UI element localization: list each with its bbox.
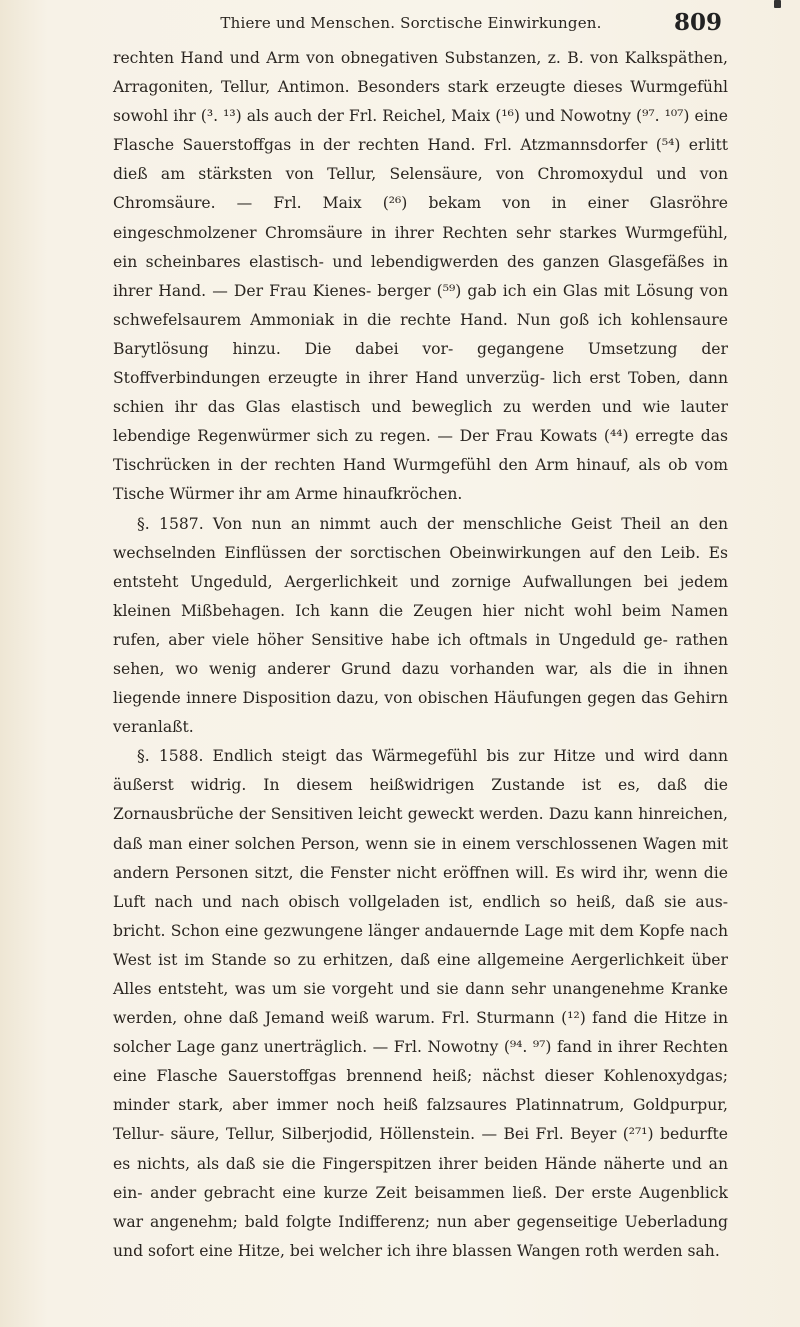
page-number: 809	[673, 9, 722, 36]
paragraph-1587: §. 1587. Von nun an nimmt auch der menschliche Geist Theil an den wechselnden Einflüssen der sorctischen Obeinwirkungen auf den Leib. Es entsteht Ungeduld, Aergerlichkeit und zornige Aufwallungen bei jedem kleinen Mißbehagen. Ich kann die Zeugen hier nicht wohl beim Namen rufen, aber viele höher Sensitive habe ich oftmals in Ungeduld ge- rathen sehen, wo wenig anderer Grund dazu vorhanden war, als die in ihnen liegende innere Disposition dazu, von obischen Häufungen gegen das Gehirn veranlaßt.	[113, 514, 728, 737]
paragraph-continuation: rechten Hand und Arm von obnegativen Substanzen, z. B. von Kalkspäthen, Arragoniten, Tellur, Antimon. Besonders stark erzeugte dieses Wurmgefühl sowohl ihr (³. ¹³) als auch der Frl. Reichel, Maix (¹⁶) und Nowotny (⁹⁷. ¹⁰⁷) eine Flasche Sauerstoffgas in der rechten Hand. Frl. Atzmannsdorfer (⁵⁴) erlitt dieß am stärksten von Tellur, Selensäure, von Chromoxydul und von Chromsäure. — Frl. Maix (²⁶) bekam von in einer Glasröhre eingeschmolzener Chromsäure in ihrer Rechten sehr starkes Wurmgefühl, ein scheinbares elastisch- und lebendigwerden des ganzen Glasgefäßes in ihrer Hand. — Der Frau Kienes- berger (⁵⁹) gab ich ein Glas mit Lösung von schwefelsaurem Ammoniak in die rechte Hand. Nun goß ich kohlensaure Barytlösung hinzu. Die dabei vor- gegangene Umsetzung der Stoffverbindungen erzeugte in ihrer Hand unverzüg- lich erst Toben, dann schien ihr das Glas elastisch und beweglich zu werden und wie lauter lebendige Regenwürmer sich zu regen. — Der Frau Kowats (⁴⁴) erregte das Tischrücken in der rechten Hand Wurmgefühl den Arm hinauf, als ob vom Tische Würmer ihr am Arme hinaufkröchen.	[113, 49, 728, 504]
page-corner-mark	[774, 0, 781, 8]
body-text	[113, 44, 728, 1266]
page-header	[100, 6, 722, 36]
paragraph-1588: §. 1588. Endlich steigt das Wärmegefühl bis zur Hitze und wird dann äußerst widrig. In diesem heißwidrigen Zustande ist es, daß die Zornausbrüche der Sensitiven leicht geweckt werden. Dazu kann hinreichen, daß man einer solchen Person, wenn sie in einem verschlossenen Wagen mit andern Personen sitzt, die Fenster nicht eröffnen will. Es wird ihr, wenn die Luft nach und nach obisch vollgeladen ist, endlich so heiß, daß sie aus- bricht. Schon eine gezwungene länger andauernde Lage mit dem Kopfe nach West ist im Stande so zu erhitzen, daß eine allgemeine Aergerlichkeit über Alles entsteht, was um sie vorgeht und sie dann sehr unangenehme Kranke werden, ohne daß Jemand weiß warum. Frl. Sturmann (¹²) fand die Hitze in solcher Lage ganz unerträglich. — Frl. Nowotny (⁹⁴. ⁹⁷) fand in ihrer Rechten eine Flasche Sauerstoffgas brennend heiß; nächst dieser Kohlenoxydgas; minder stark, aber immer noch heiß falzsaures Platinnatrum, Goldpurpur, Tellur- säure, Tellur, Silberjodid, Höllenstein. — Bei Frl. Beyer (²⁷¹) bedurfte es nichts, als daß sie die Fingerspitzen ihrer beiden Hände näherte und an ein- ander gebracht eine kurze Zeit beisammen ließ. Der erste Augenblick war angenehm; bald folgte Indifferenz; nun aber gegenseitige Ueberladung und sofort eine Hitze, bei welcher ich ihre blassen Wangen roth werden sah.	[113, 747, 728, 1260]
running-title: Thiere und Menschen. Sorctische Einwirkungen.	[220, 14, 602, 32]
